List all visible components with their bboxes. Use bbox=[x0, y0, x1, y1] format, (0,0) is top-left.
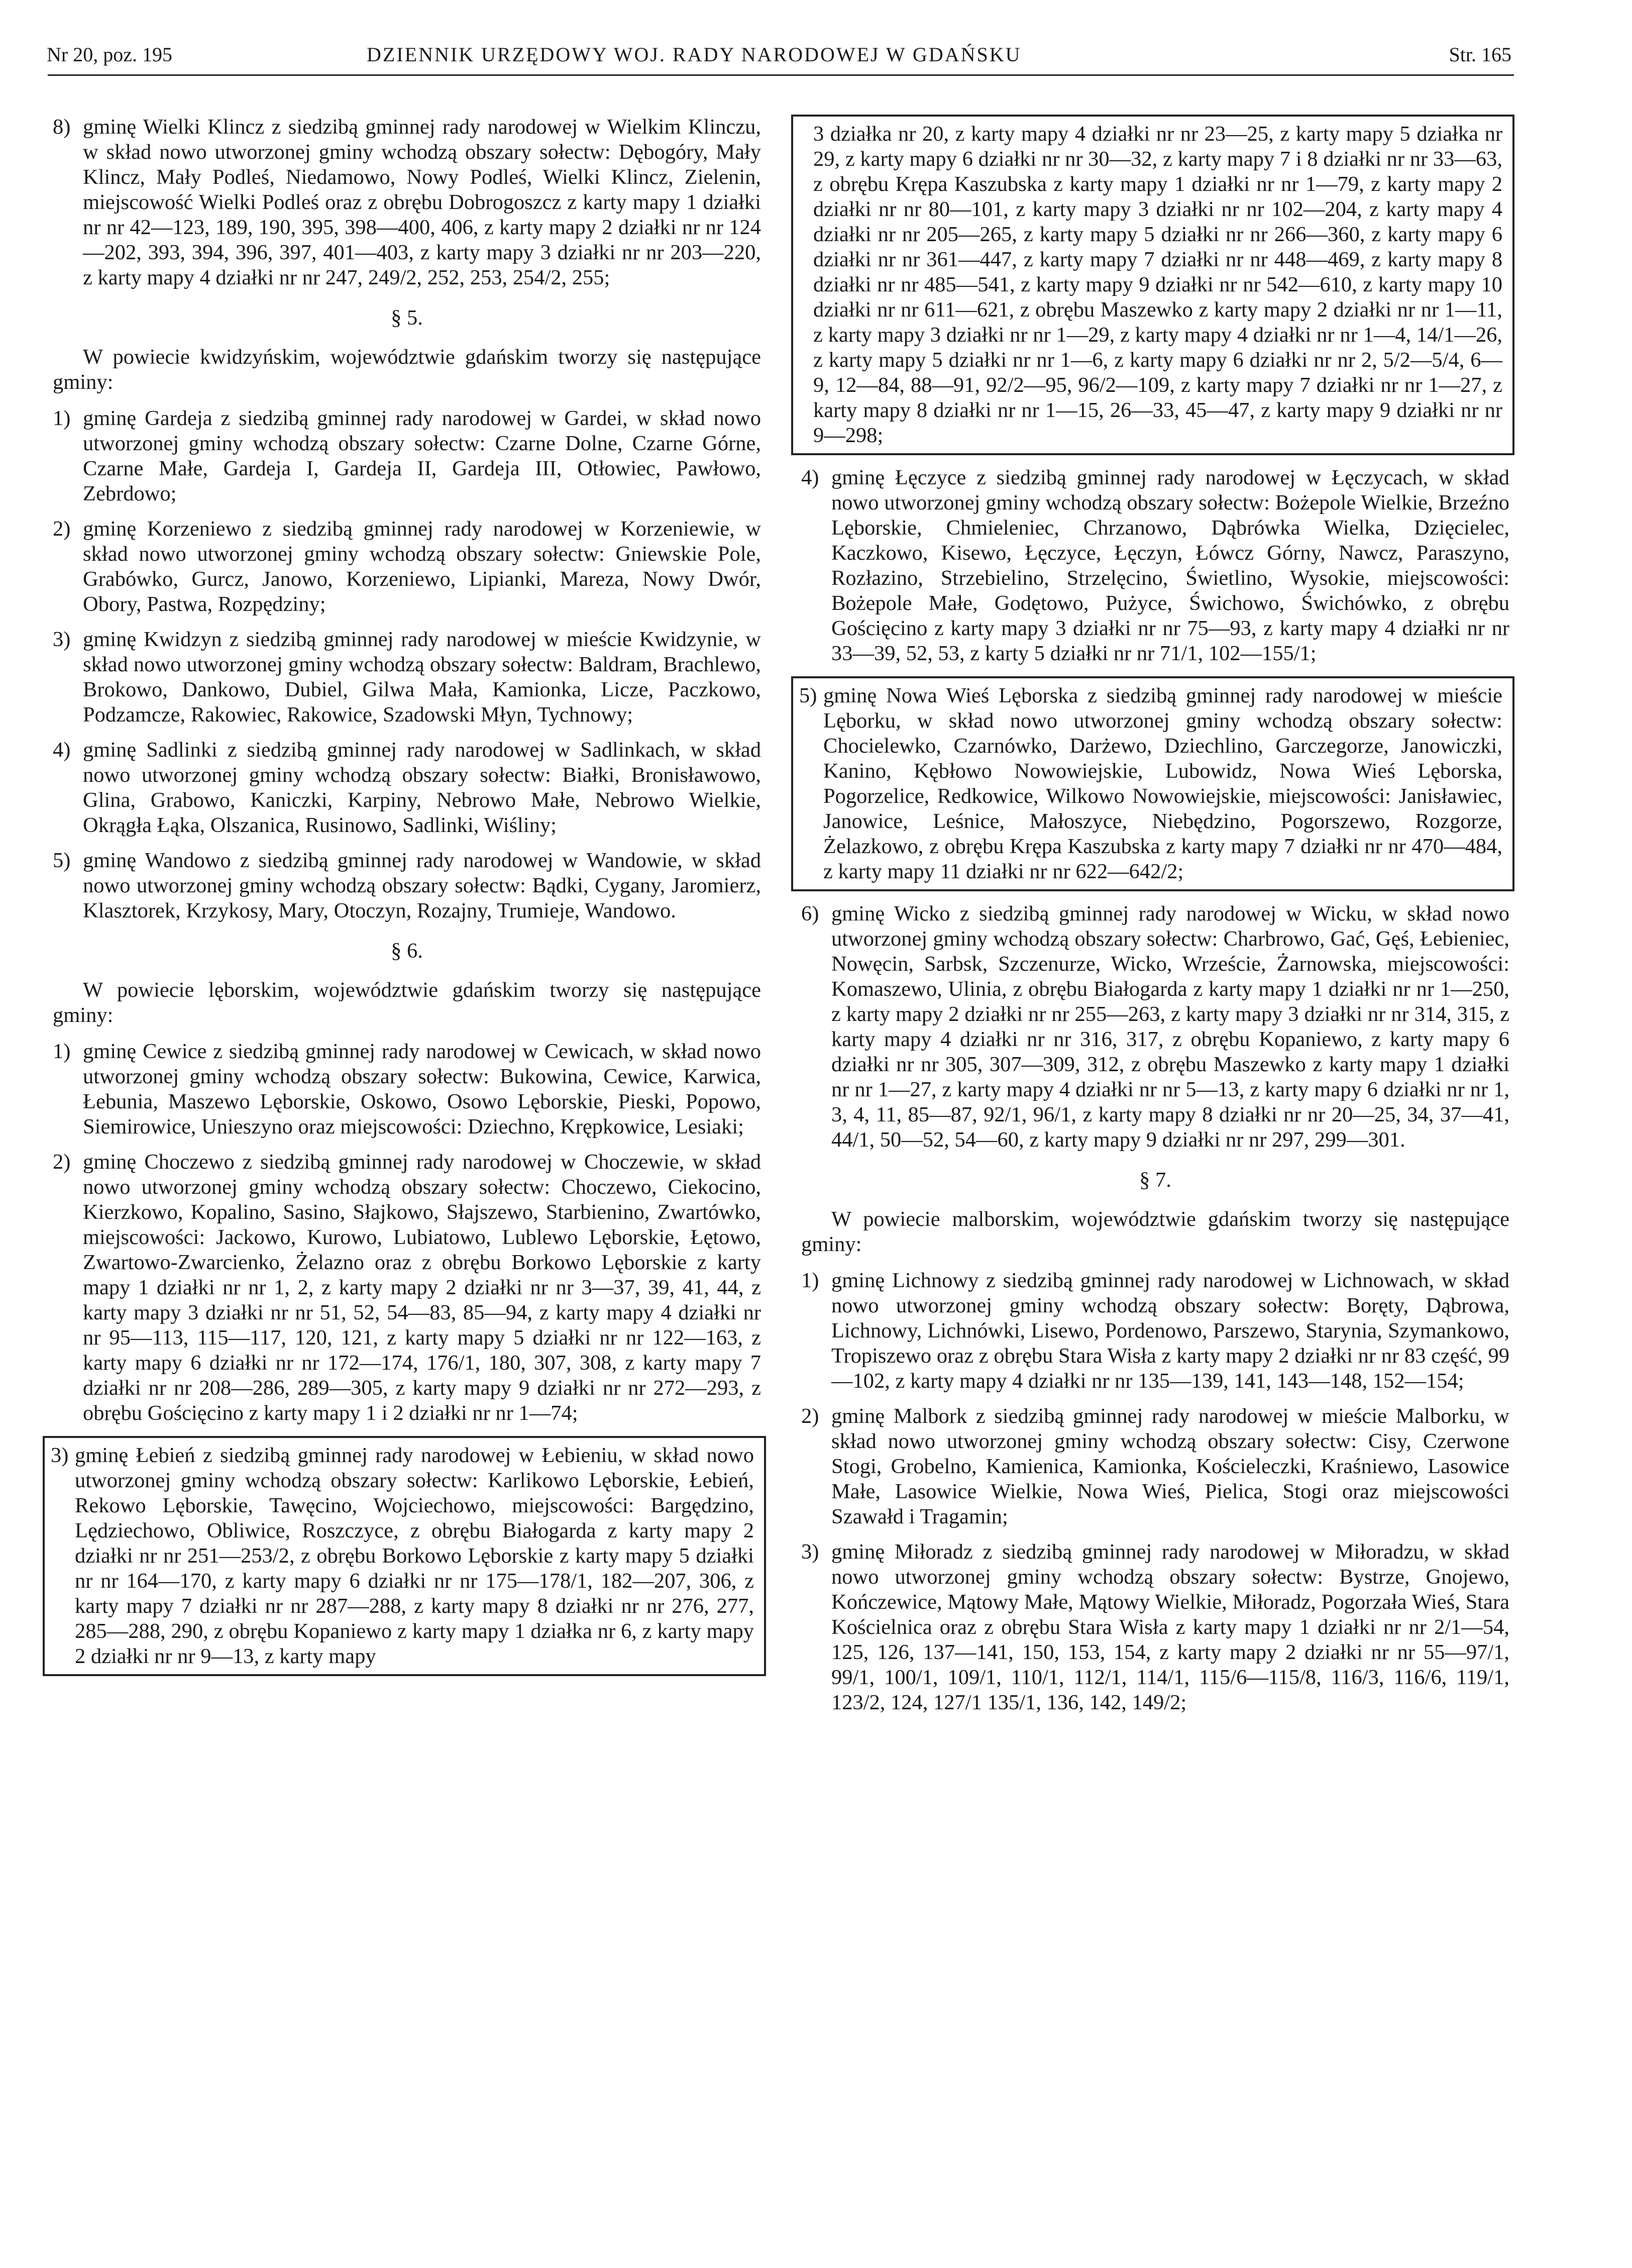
item-number: 1) bbox=[53, 406, 71, 430]
item-text: gminę Sadlinki z siedzibą gminnej rady narodowej w Sadlinkach, w skład nowo utworzonej gminy wchodzą obszary sołectw: Białki, Bronisławowo, Glina, Grabowo, Kaniczki, Karpiny, Nebrowo Małe, Nebrowo Wielkie, Okrągła Łąka, Olszanica, Rusinowo, Sadlinki, Wiśliny; bbox=[83, 738, 761, 837]
item-text: 3 działka nr 20, z karty mapy 4 działki nr nr 23—25, z karty mapy 5 działka nr 29, z karty mapy 6 działki nr nr 30—32, z karty mapy 7 i 8 działki nr nr 33—63, z obrębu Krępa Kaszubska z karty mapy 1 działki nr nr 1—79, z karty mapy 2 działki nr nr 80—101, z karty mapy 3 działki nr nr 102—204, z karty mapy 4 działki nr nr 205—265, z karty mapy 5 działki nr nr 266—360, z karty mapy 6 działki nr nr 361—447, z karty mapy 7 działki nr nr 448—469, z karty mapy 8 działki nr nr 485—541, z karty mapy 9 działki nr nr 542—610, z karty mapy 10 działki nr nr 611—621, z obrębu Maszewko z karty mapy 2 działki nr nr 1—11, z karty mapy 3 działki nr nr 1—29, z karty mapy 4 działki nr nr 1—4, 14/1—26, z karty mapy 5 działki nr nr 1—6, z karty mapy 6 działki nr nr 2, 5/2—5/4, 6—9, 12—84, 88—91, 92/2—95, 96/2—109, z karty mapy 7 działki nr nr 1—27, z karty mapy 8 działki nr nr 1—15, 26—33, 45—47, z karty mapy 9 działki nr nr 9—298; bbox=[813, 122, 1502, 447]
item-text: gminę Choczewo z siedzibą gminnej rady narodowej w Choczewie, w skład nowo utworzonej gminy wchodzą obszary sołectw: Choczewo, Ciekocino, Kierzkowo, Kopalino, Sasino, Słajkowo, Słajszewo, Starbienino, Zwartówko, miejscowości: Jackowo, Kurowo, Lubiatowo, Lublewo Lęborskie, Łętowo, Zwartowo-Zwarcienko, Żelazno oraz z obrębu Borkowo Lęborskie z karty mapy 1 działki nr nr 1, 2, z karty mapy 2 działki nr nr 3—37, 39, 41, 44, z karty mapy 3 działki nr nr 51, 52, 54—83, 85—94, z karty mapy 4 działki nr nr 95—113, 115—117, 120, 121, z karty mapy 5 działki nr nr 122—163, z karty mapy 6 działki nr nr 172—174, 176/1, 180, 307, 308, z karty mapy 7 działki nr nr 208—286, 289—305, z karty mapy 9 działki nr nr 272—293, z obrębu Gościęcino z karty mapy 1 i 2 działki nr nr 1—74; bbox=[83, 1150, 761, 1425]
item-number: 2) bbox=[53, 1150, 71, 1174]
item-number: 2) bbox=[53, 517, 71, 541]
header-title: DZIENNIK URZĘDOWY WOJ. RADY NARODOWEJ W GDAŃSKU bbox=[367, 43, 1022, 66]
left-column bbox=[53, 115, 761, 1686]
item-text: gminę Lichnowy z siedzibą gminnej rady narodowej w Lichnowach, w skład nowo utworzonej gminy wchodzą obszary sołectw: Boręty, Dąbrowa, Lichnowy, Lichnówki, Lisewo, Pordenowo, Parszewo, Starynia, Szymankowo, Tropiszewo oraz z obrębu Stara Wisła z karty mapy 2 działki nr nr 83 część, 99—102, z karty mapy 4 działki nr nr 135—139, 141, 143—148, 152—154; bbox=[831, 1269, 1509, 1393]
section-heading: § 7. bbox=[1139, 1168, 1171, 1192]
list-item bbox=[801, 465, 1509, 666]
list-item bbox=[53, 1150, 761, 1426]
list-item bbox=[53, 115, 761, 290]
list-item bbox=[53, 738, 761, 838]
item-text: gminę Kwidzyn z siedzibą gminnej rady narodowej w mieście Kwidzynie, w skład nowo utworzonej gminy wchodzą obszary sołectw: Baldram, Brachlewo, Brokowo, Dankowo, Dubiel, Gilwa Mała, Kamionka, Licze, Paczkowo, Podzamcze, Rakowiec, Rakowice, Szadowski Młyn, Tychnowy; bbox=[83, 628, 761, 727]
item-text: gminę Gardeja z siedzibą gminnej rady narodowej w Gardei, w skład nowo utworzonej gminy wchodzą obszary sołectw: Czarne Dolne, Czarne Górne, Czarne Małe, Gardeja I, Gardeja II, Gardeja III, Otłowiec, Pawłowo, Zebrdowo; bbox=[83, 406, 761, 505]
list-item bbox=[801, 901, 1509, 1153]
boxed-continuation bbox=[791, 115, 1514, 455]
item-number: 3) bbox=[801, 1540, 819, 1564]
list-item bbox=[801, 1539, 1509, 1715]
item-text: gminę Wandowo z siedzibą gminnej rady narodowej w Wandowie, w skład nowo utworzonej gminy wchodzą obszary sołectw: Bądki, Cygany, Jaromierz, Klasztorek, Krzykosy, Mary, Otoczyn, Rozajny, Trumieje, Wandowo. bbox=[83, 849, 761, 922]
item-text: gminę Łebień z siedzibą gminnej rady narodowej w Łebieniu, w skład nowo utworzonej gminy wchodzą obszary sołectw: Karlikowo Lęborskie, Łebień, Rekowo Lęborskie, Tawęcino, Wojciechowo, miejscowości: Bargędzino, Lędziechowo, Obliwice, Roszczyce, z obrębu Białogarda z karty mapy 2 działki nr nr 251—253/2, z obrębu Borkowo Lęborskie z karty mapy 5 działki nr nr 164—170, z karty mapy 6 działki nr nr 175—178/1, 182—207, 306, z karty mapy 7 działki nr nr 287—288, z karty mapy 8 działki nr nr 276, 277, 285—288, 290, z obrębu Kopaniewo z karty mapy 1 działka nr 6, z karty mapy 2 działki nr nr 9—13, z karty mapy bbox=[75, 1444, 754, 1668]
boxed-list-item bbox=[791, 676, 1514, 891]
item-number: 1) bbox=[801, 1269, 819, 1292]
section-intro: W powiecie lęborskim, województwie gdańskim tworzy się następujące gminy: bbox=[53, 978, 761, 1027]
item-text: gminę Łęczyce z siedzibą gminnej rady narodowej w Łęczycach, w skład nowo utworzonej gminy wchodzą obszary sołectw: Bożepole Wielkie, Brzeźno Lęborskie, Chmieleniec, Chrzanowo, Dąbrówka Wielka, Dzięcielec, Kaczkowo, Kisewo, Łęczyce, Łęczyn, Łówcz Górny, Nawcz, Paraszyno, Rozłazino, Strzebielino, Strzelęcino, Świetlino, Wysokie, miejscowości: Bożepole Małe, Godętowo, Pużyce, Świchowo, Świchówko, z obrębu Gościęcino z karty mapy 3 działki nr nr 75—93, z karty mapy 4 działki nr nr 33—39, 52, 53, z karty 5 działki nr nr 71/1, 102—155/1; bbox=[831, 466, 1509, 665]
item-text: gminę Wicko z siedzibą gminnej rady narodowej w Wicku, w skład nowo utworzonej gminy wchodzą obszary sołectw: Charbrowo, Gać, Gęś, Łebieniec, Nowęcin, Sarbsk, Szczenurze, Wicko, Wrzeście, Żarnowska, miejscowości: Komaszewo, Ulinia, z obrębu Białogarda z karty mapy 1 działki nr nr 1—250, z karty mapy 2 działki nr nr 255—263, z karty mapy 3 działki nr nr 314, 315, z karty mapy 4 działki nr nr 316, 317, z obrębu Kopaniewo, z karty mapy 6 działki nr nr 305, 307—309, 312, z obrębu Maszewko z karty mapy 1 działki nr nr 1—27, z karty mapy 4 działki nr nr 5—13, z karty mapy 6 działki nr nr 1, 3, 4, 11, 85—87, 92/1, 96/1, z karty mapy 8 działki nr nr 20—25, 34, 37—41, 44/1, 50—52, 54—60, z karty mapy 9 działki nr nr 297, 299—301. bbox=[831, 902, 1509, 1152]
list-item bbox=[53, 1039, 761, 1140]
header-rule bbox=[48, 74, 1514, 76]
item-text: gminę Malbork z siedzibą gminnej rady narodowej w mieście Malborku, w skład nowo utworzonej gminy wchodzą obszary sołectw: Cisy, Czerwone Stogi, Grobelno, Kamienica, Kamionka, Kościeleczki, Kraśniewo, Lasowice Małe, Lasowice Wielkie, Nowa Wieś, Pielica, Stogi oraz miejscowości Szawałd i Tragamin; bbox=[831, 1404, 1509, 1528]
item-text: gminę Cewice z siedzibą gminnej rady narodowej w Cewicach, w skład nowo utworzonej gminy wchodzą obszary sołectw: Bukowina, Cewice, Karwica, Łebunia, Maszewo Lęborskie, Oskowo, Osowo Lęborskie, Pieski, Popowo, Siemirowice, Unieszyno oraz miejscowości: Dziechno, Krępkowice, Lesiaki; bbox=[83, 1040, 761, 1139]
section-heading: § 6. bbox=[391, 939, 423, 963]
right-column bbox=[801, 115, 1509, 1725]
item-text: gminę Miłoradz z siedzibą gminnej rady narodowej w Miłoradzu, w skład nowo utworzonej gminy wchodzą obszary sołectw: Bystrze, Gnojewo, Kończewice, Mątowy Małe, Mątowy Wielkie, Miłoradz, Pogorzała Wieś, Stara Kościelnica oraz z obrębu Stara Wisła z karty mapy 1 działki nr nr 2/1—54, 125, 126, 137—141, 150, 153, 154, z karty mapy 2 działki nr nr 55—97/1, 99/1, 100/1, 109/1, 110/1, 112/1, 114/1, 115/6—115/8, 116/3, 116/6, 119/1, 123/2, 124, 127/1 135/1, 136, 142, 149/2; bbox=[831, 1540, 1509, 1714]
section-intro: W powiecie kwidzyńskim, województwie gdańskim tworzy się następujące gminy: bbox=[53, 345, 761, 394]
section-heading: § 5. bbox=[391, 306, 423, 330]
item-number: 1) bbox=[53, 1040, 71, 1063]
item-number: 3) bbox=[53, 628, 71, 651]
item-number: 8) bbox=[53, 115, 71, 139]
item-text: gminę Korzeniewo z siedzibą gminnej rady narodowej w Korzeniewie, w skład nowo utworzonej gminy wchodzą obszary sołectw: Gniewskie Pole, Grabówko, Gurcz, Janowo, Korzeniewo, Lipianki, Mareza, Nowy Dwór, Obory, Pastwa, Rozpędziny; bbox=[83, 517, 761, 616]
section-intro: W powiecie malborskim, województwie gdańskim tworzy się następujące gminy: bbox=[801, 1207, 1509, 1256]
list-item bbox=[53, 517, 761, 617]
item-number: 4) bbox=[801, 466, 819, 489]
list-item bbox=[53, 627, 761, 728]
item-number: 5) bbox=[53, 849, 71, 872]
list-item bbox=[53, 848, 761, 923]
list-item bbox=[801, 1404, 1509, 1529]
item-number: 3) bbox=[51, 1444, 69, 1467]
item-text: gminę Wielki Klincz z siedzibą gminnej rady narodowej w Wielkim Klinczu, w skład nowo utworzonej gminy wchodzą obszary sołectw: Dębogóry, Mały Klincz, Mały Podleś, Niedamowo, Nowy Podleś, Wielki Klincz, Zielenin, miejscowość Wielki Podleś oraz z obrębu Dobrogoszcz z karty mapy 1 działki nr nr 42—123, 189, 190, 395, 398—400, 406, z karty mapy 2 działki nr nr 124—202, 393, 394, 396, 397, 401—403, z karty mapy 3 działki nr nr 203—220, z karty mapy 4 działki nr nr 247, 249/2, 252, 253, 254/2, 255; bbox=[83, 115, 761, 289]
item-number: 5) bbox=[799, 684, 817, 707]
item-number: 2) bbox=[801, 1404, 819, 1428]
item-number: 6) bbox=[801, 902, 819, 925]
boxed-list-item bbox=[43, 1436, 766, 1676]
list-item bbox=[53, 406, 761, 506]
item-number: 4) bbox=[53, 738, 71, 762]
header-page-number: Str. 165 bbox=[1449, 43, 1511, 66]
list-item bbox=[801, 1268, 1509, 1394]
item-text: gminę Nowa Wieś Lęborska z siedzibą gminnej rady narodowej w mieście Lęborku, w skład nowo utworzonej gminy wchodzą obszary sołectw: Chocielewko, Czarnówko, Darżewo, Dziechlino, Garczegorze, Janowiczki, Kanino, Kębłowo Nowowiejskie, Lubowidz, Nowa Wieś Lęborska, Pogorzelice, Redkowice, Wilkowo Nowowiejskie, miejscowości: Janisławiec, Janowice, Leśnice, Małoszyce, Niebędzino, Pogorszewo, Rozgorze, Żelazkowo, z obrębu Krępa Kaszubska z karty mapy 7 działki nr nr 470—484, z karty mapy 11 działki nr nr 622—642/2; bbox=[823, 684, 1502, 883]
header-issue: Nr 20, poz. 195 bbox=[47, 43, 172, 66]
